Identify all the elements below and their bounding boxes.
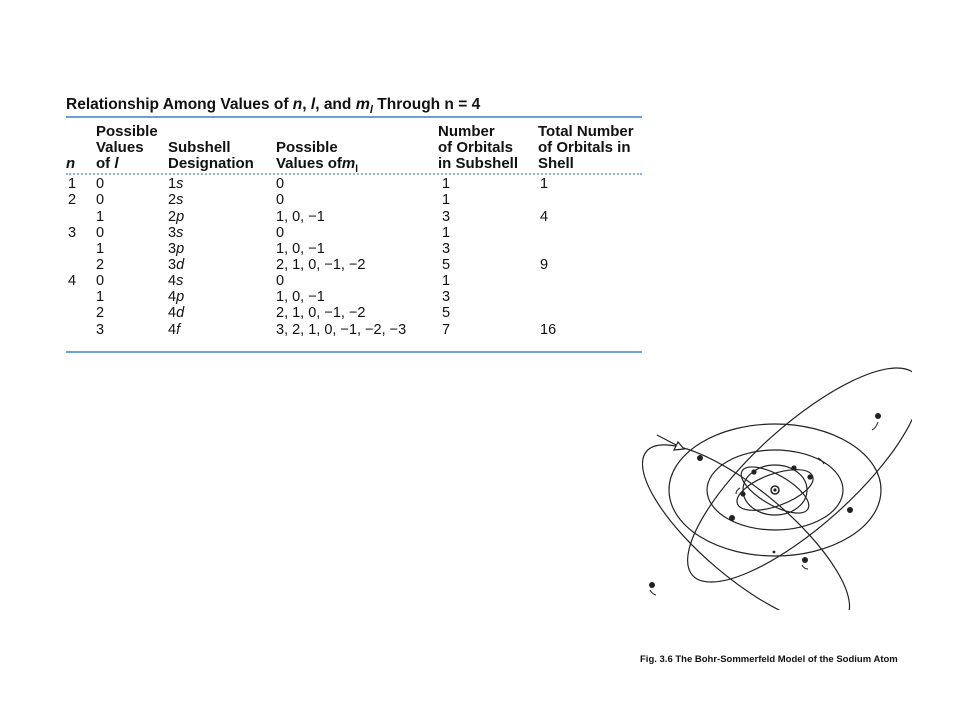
cell-n: 2 bbox=[68, 192, 77, 208]
figure-caption: Fig. 3.6 The Bohr-Sommerfeld Model of the Sodium Atom bbox=[640, 654, 898, 665]
cell-subshell: 3p bbox=[168, 241, 185, 257]
cell-l: 0 bbox=[96, 225, 105, 241]
cell-ml: 0 bbox=[276, 192, 285, 208]
table-title: Relationship Among Values of n, l, and $m_l$ Through n = 4 bbox=[66, 96, 481, 117]
electron bbox=[791, 465, 796, 470]
cell-l: 2 bbox=[96, 257, 105, 273]
cell-orbitals: 5 bbox=[442, 305, 451, 321]
cell-n: 3 bbox=[68, 225, 77, 241]
cell-n: 4 bbox=[68, 273, 77, 289]
cell-subshell: 1s bbox=[168, 176, 184, 192]
cell-orbitals: 1 bbox=[442, 225, 451, 241]
cell-total: 1 bbox=[540, 176, 549, 192]
electron bbox=[807, 474, 812, 479]
nucleus-core bbox=[773, 488, 776, 491]
cell-ml: 2, 1, 0, −1, −2 bbox=[276, 257, 366, 273]
cell-l: 3 bbox=[96, 322, 105, 338]
table-top-rule bbox=[66, 116, 642, 118]
cell-total: 4 bbox=[540, 209, 549, 225]
table-bottom-rule bbox=[66, 351, 642, 353]
cell-l: 2 bbox=[96, 305, 105, 321]
cell-orbitals: 7 bbox=[442, 322, 451, 338]
cell-ml: 1, 0, −1 bbox=[276, 209, 325, 225]
cell-l: 0 bbox=[96, 176, 105, 192]
cell-l: 1 bbox=[96, 289, 105, 305]
cell-ml: 0 bbox=[276, 225, 285, 241]
header-possible-values-l: Possible Values of l bbox=[96, 123, 158, 172]
header-orbitals-in-subshell: Number of Orbitals in Subshell bbox=[438, 123, 519, 172]
table-header-rule bbox=[66, 173, 642, 176]
cell-l: 1 bbox=[96, 209, 105, 225]
cell-orbitals: 1 bbox=[442, 192, 451, 208]
cell-orbitals: 1 bbox=[442, 273, 451, 289]
header-possible-values-ml: Possible Values ofm$_l$ bbox=[276, 139, 358, 175]
cell-n: 1 bbox=[68, 176, 77, 192]
cell-orbitals: 1 bbox=[442, 176, 451, 192]
cell-subshell: 4s bbox=[168, 273, 184, 289]
header-subshell-designation: Subshell Designation bbox=[168, 139, 254, 172]
cell-orbitals: 5 bbox=[442, 257, 451, 273]
cell-ml: 1, 0, −1 bbox=[276, 289, 325, 305]
direction-arrow bbox=[736, 488, 740, 494]
cell-subshell: 4f bbox=[168, 322, 181, 338]
electron bbox=[649, 582, 655, 588]
cell-l: 0 bbox=[96, 273, 105, 289]
bohr-sommerfeld-diagram bbox=[642, 360, 912, 610]
direction-arrow bbox=[802, 565, 808, 569]
electron bbox=[802, 557, 808, 563]
cell-orbitals: 3 bbox=[442, 289, 451, 305]
cell-orbitals: 3 bbox=[442, 209, 451, 225]
cell-subshell: 2s bbox=[168, 192, 184, 208]
cell-subshell: 4p bbox=[168, 289, 185, 305]
electron bbox=[875, 413, 881, 419]
cell-total: 9 bbox=[540, 257, 549, 273]
cell-l: 1 bbox=[96, 241, 105, 257]
cell-ml: 2, 1, 0, −1, −2 bbox=[276, 305, 366, 321]
electron bbox=[773, 551, 776, 554]
cell-ml: 3, 2, 1, 0, −1, −2, −3 bbox=[276, 322, 407, 338]
cell-subshell: 4d bbox=[168, 305, 185, 321]
cell-subshell: 3s bbox=[168, 225, 184, 241]
electron bbox=[729, 515, 735, 521]
electron bbox=[697, 455, 703, 461]
cell-ml: 0 bbox=[276, 273, 285, 289]
electron bbox=[740, 491, 745, 496]
incoming-arrow bbox=[657, 435, 684, 450]
cell-subshell: 3d bbox=[168, 257, 185, 273]
electron bbox=[751, 469, 756, 474]
cell-l: 0 bbox=[96, 192, 105, 208]
cell-ml: 1, 0, −1 bbox=[276, 241, 325, 257]
direction-arrow bbox=[650, 590, 656, 595]
direction-arrow bbox=[872, 422, 878, 430]
cell-total: 16 bbox=[540, 322, 557, 338]
header-n: n bbox=[66, 155, 76, 172]
orbit-elliptical-1 bbox=[659, 360, 912, 610]
electron bbox=[847, 507, 853, 513]
cell-orbitals: 3 bbox=[442, 241, 451, 257]
header-total-orbitals-in-shell: Total Number of Orbitals in Shell bbox=[538, 123, 634, 172]
cell-ml: 0 bbox=[276, 176, 285, 192]
cell-subshell: 2p bbox=[168, 209, 185, 225]
